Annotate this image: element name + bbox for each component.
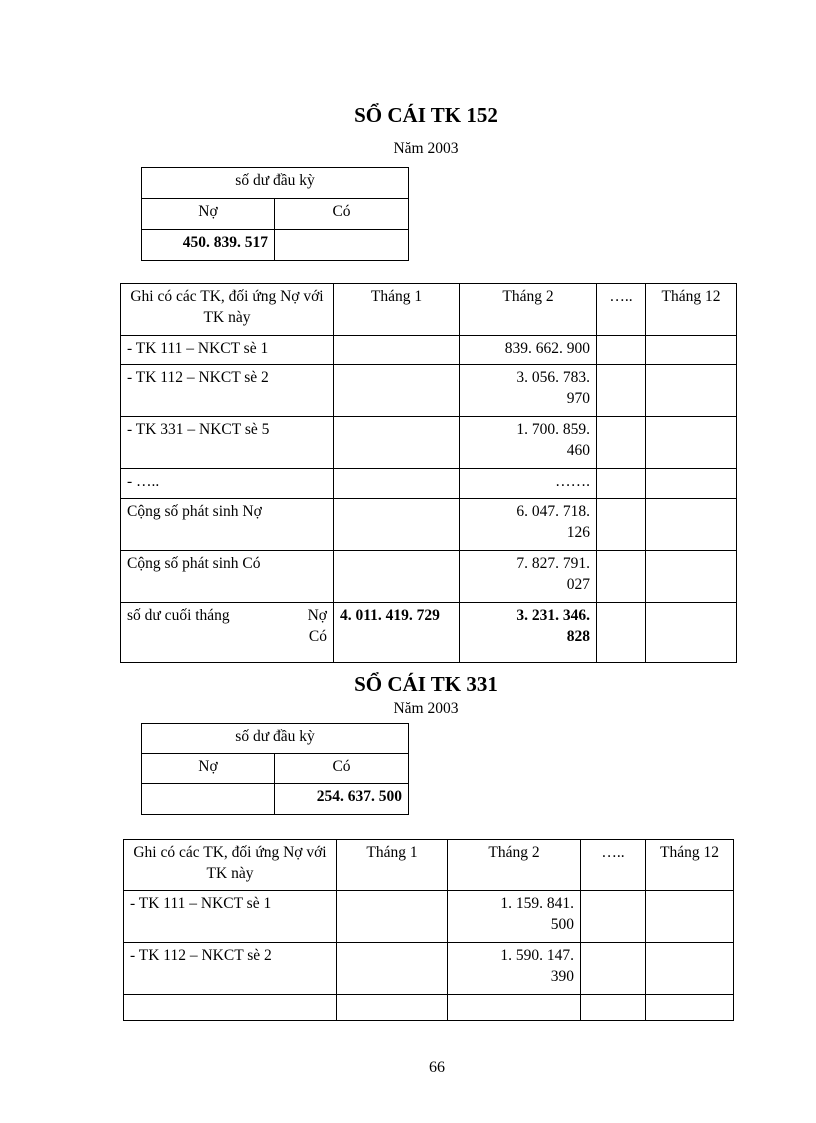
ledger2-year: Năm 2003 bbox=[393, 700, 459, 717]
row-month-2: 3. 056. 783. 970 bbox=[460, 365, 597, 417]
header-ellipsis: ….. bbox=[597, 284, 646, 336]
row-month-2: 7. 827. 791. 027 bbox=[460, 551, 597, 603]
opening-no-value: 450. 839. 517 bbox=[142, 230, 275, 261]
row-label: - TK 331 – NKCT sè 5 bbox=[121, 417, 334, 469]
header-month-2: Tháng 2 bbox=[460, 284, 597, 336]
table-row bbox=[124, 891, 734, 943]
row-month-2: 1. 590. 147. 390 bbox=[448, 943, 581, 995]
header-month-1: Tháng 1 bbox=[337, 840, 448, 891]
header-month-12: Tháng 12 bbox=[646, 284, 737, 336]
table-row bbox=[124, 995, 734, 1021]
row-label: Cộng số phát sinh Có bbox=[121, 551, 334, 603]
ledger2-main-table bbox=[123, 839, 734, 1021]
ledger1-opening-table bbox=[141, 167, 409, 261]
table-row bbox=[121, 551, 737, 603]
header-account: Ghi có các TK, đối ứng Nợ với TK này bbox=[124, 840, 337, 891]
closing-no-label: Nợ bbox=[307, 607, 327, 624]
closing-month-1: 4. 011. 419. 729 bbox=[334, 603, 460, 663]
ledger1-title: SỔ CÁI TK 152 bbox=[354, 103, 498, 127]
closing-label: số dư cuối tháng bbox=[127, 607, 230, 624]
closing-row bbox=[121, 603, 737, 663]
ledger1-main-table bbox=[120, 283, 737, 663]
row-label: - TK 112 – NKCT sè 2 bbox=[121, 365, 334, 417]
closing-co-label: Có bbox=[308, 628, 327, 645]
row-month-2: ……. bbox=[460, 469, 597, 499]
row-label: - ….. bbox=[121, 469, 334, 499]
ledger2-opening-table bbox=[141, 723, 409, 815]
opening-no-value bbox=[142, 784, 275, 815]
row-label: - TK 111 – NKCT sè 1 bbox=[124, 891, 337, 943]
closing-month-2: 3. 231. 346. 828 bbox=[460, 603, 597, 663]
header-month-1: Tháng 1 bbox=[334, 284, 460, 336]
table-row bbox=[124, 943, 734, 995]
table-row bbox=[121, 417, 737, 469]
header-ellipsis: ….. bbox=[581, 840, 646, 891]
row-month-2: 1. 159. 841. 500 bbox=[448, 891, 581, 943]
row-label: Cộng số phát sinh Nợ bbox=[121, 499, 334, 551]
ledger2-title: SỔ CÁI TK 331 bbox=[354, 672, 498, 696]
row-month-2: 6. 047. 718. 126 bbox=[460, 499, 597, 551]
opening-co-label: Có bbox=[275, 754, 409, 784]
ledger1-year: Năm 2003 bbox=[393, 140, 459, 157]
header-account: Ghi có các TK, đối ứng Nợ với TK này bbox=[121, 284, 334, 336]
page-number: 66 bbox=[429, 1059, 445, 1076]
table-row bbox=[121, 365, 737, 417]
row-month-2 bbox=[448, 995, 581, 1021]
row-label: - TK 112 – NKCT sè 2 bbox=[124, 943, 337, 995]
row-month-2: 1. 700. 859. 460 bbox=[460, 417, 597, 469]
row-month-2: 839. 662. 900 bbox=[460, 336, 597, 365]
header-month-2: Tháng 2 bbox=[448, 840, 581, 891]
opening-header: số dư đầu kỳ bbox=[142, 168, 409, 199]
table-row bbox=[121, 499, 737, 551]
row-label bbox=[124, 995, 337, 1021]
table-row bbox=[121, 469, 737, 499]
opening-no-label: Nợ bbox=[142, 754, 275, 784]
opening-co-label: Có bbox=[275, 199, 409, 230]
opening-co-value: 254. 637. 500 bbox=[275, 784, 409, 815]
header-month-12: Tháng 12 bbox=[646, 840, 734, 891]
opening-no-label: Nợ bbox=[142, 199, 275, 230]
opening-co-value bbox=[275, 230, 409, 261]
table-row bbox=[121, 336, 737, 365]
opening-header: số dư đầu kỳ bbox=[142, 724, 409, 754]
row-label: - TK 111 – NKCT sè 1 bbox=[121, 336, 334, 365]
